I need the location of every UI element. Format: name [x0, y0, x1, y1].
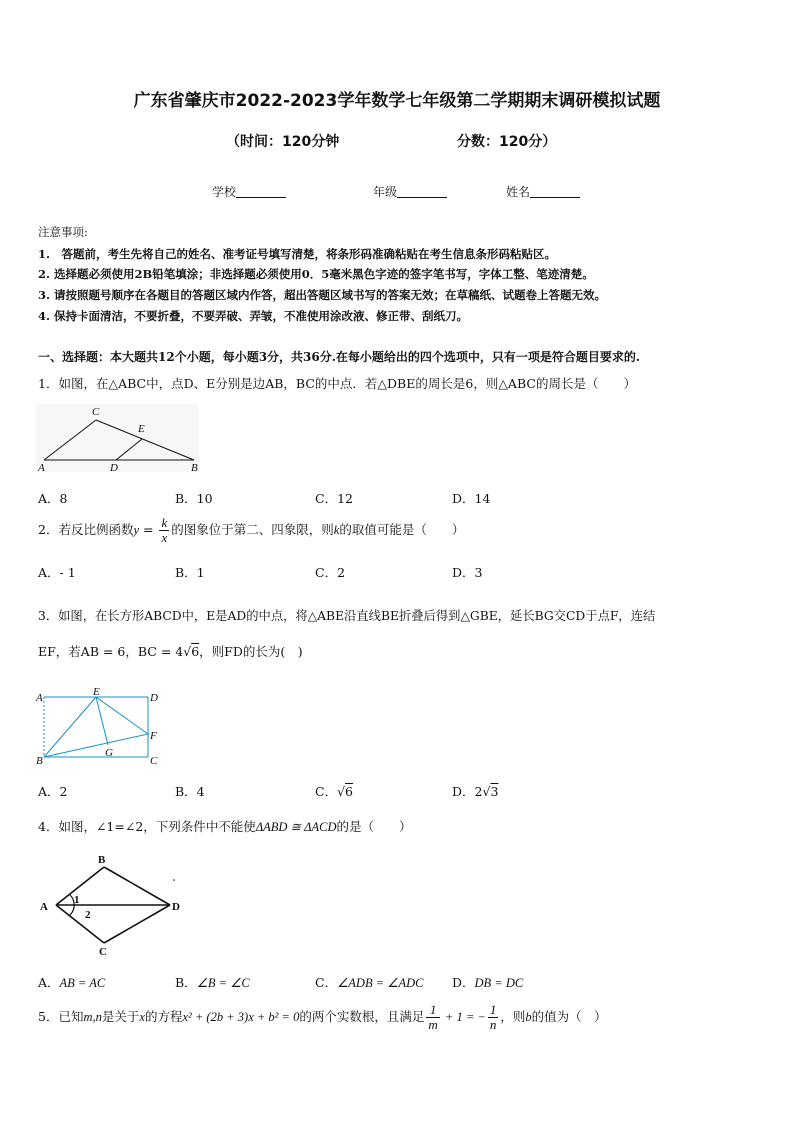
q3-option-c-radical: √ — [337, 784, 346, 799]
q4-option-d-value: DB = DC — [474, 976, 524, 990]
school-blank — [236, 185, 286, 198]
q5-b: 的方程 — [144, 1009, 183, 1024]
q5-c: 的两个实数根，且满足 — [299, 1009, 425, 1024]
page-title: 广东省肇庆市2022-2023学年数学七年级第二学期期末调研模拟试题 — [133, 91, 661, 111]
question-1-figure — [34, 402, 200, 474]
q4-option-d[interactable] — [452, 973, 523, 991]
question-3-figure — [34, 688, 164, 768]
q4-option-d-key: D． — [452, 975, 475, 990]
exam-score: 分数：120分） — [457, 134, 557, 150]
q4-option-b-key: B． — [175, 975, 197, 990]
q4-label-a: A — [40, 901, 48, 913]
q1-option-d[interactable]: D．14 — [452, 491, 491, 506]
q5-mid: + 1 = − — [441, 1010, 486, 1024]
name-field — [506, 183, 580, 200]
q3-label-a: A — [36, 692, 43, 704]
q1-label-a: A — [38, 462, 45, 474]
question-3-line-2 — [38, 642, 303, 660]
q4-label-d: D — [172, 901, 180, 913]
question-4-figure — [34, 850, 194, 958]
q3-option-b[interactable]: B．4 — [175, 784, 205, 799]
q3-label-g: G — [105, 747, 113, 759]
q4-label-b: B — [98, 854, 106, 866]
q4-option-a[interactable] — [38, 973, 105, 991]
q4-label-c: C — [99, 946, 107, 958]
q3-option-c-radicand: 6 — [345, 784, 353, 799]
question-5-text — [38, 1003, 607, 1032]
q5-mn: m,n — [83, 1010, 102, 1024]
q1-option-a[interactable]: A．8 — [38, 491, 68, 506]
q2-pre: 2．若反比例函数 — [38, 522, 134, 537]
q3-option-c-label: C． — [315, 784, 338, 799]
q4-option-a-key: A． — [38, 975, 60, 990]
q1-label-e: E — [138, 423, 145, 435]
q2-mid: 的图象位于第二、四象限，则 — [171, 522, 334, 537]
q3-radical-sign: √ — [183, 644, 192, 659]
q4-option-b-value: ∠B = ∠C — [196, 976, 250, 990]
note-item-1: 1. 答题前，考生先将自己的姓名、准考证号填写清楚，将条形码准确粘贴在考生信息条形码粘贴区。 — [38, 247, 556, 261]
notes-heading: 注意事项: — [38, 225, 88, 239]
section-heading: 一、选择题：本大题共12个小题，每小题3分，共36分.在每小题给出的四个选项中，只有一项是符合题目要求的. — [38, 350, 641, 364]
q5-b-var: b — [525, 1010, 532, 1024]
q5-frac2-den: n — [489, 1017, 497, 1032]
q3-option-d-label: D．2 — [452, 784, 483, 799]
q4-post: 的是（ ） — [336, 819, 412, 834]
q2-option-b[interactable]: B．1 — [175, 565, 205, 580]
q4-math: ΔABD ≅ ΔACD — [255, 820, 337, 834]
q5-e: 的值为（ ） — [531, 1009, 607, 1024]
q5-a: 是关于 — [101, 1009, 140, 1024]
q3-option-d-radical: √ — [482, 784, 491, 799]
q5-pre: 5．已知 — [38, 1009, 84, 1024]
q2-option-d[interactable]: D．3 — [452, 565, 483, 580]
q5-fraction-1 — [426, 1003, 439, 1032]
q4-option-c[interactable] — [315, 973, 423, 991]
q2-option-c[interactable]: C．2 — [315, 565, 346, 580]
q3-line2-end: ，则FD的长为( ) — [199, 644, 303, 659]
question-2-text — [38, 516, 464, 545]
q1-label-d: D — [110, 462, 118, 474]
name-label: 姓名 — [506, 185, 531, 199]
q4-option-c-key: C． — [315, 975, 338, 990]
q5-frac1-den: m — [428, 1017, 438, 1032]
q2-frac-num: k — [161, 515, 168, 530]
q2-option-a[interactable]: A．- 1 — [38, 565, 76, 580]
q4-option-c-value: ∠ADB = ∠ADC — [337, 976, 424, 990]
q2-eq: = — [139, 522, 158, 537]
q4-option-b[interactable] — [175, 973, 250, 991]
q3-option-c[interactable] — [315, 782, 353, 800]
q3-label-b: B — [36, 755, 43, 767]
q5-equation: x² + (2b + 3)x + b² = 0 — [182, 1010, 300, 1024]
q5-frac2-num: 1 — [489, 1002, 497, 1017]
q5-frac1-num: 1 — [426, 1003, 439, 1018]
grade-blank — [397, 185, 447, 198]
q1-label-c: C — [92, 406, 100, 418]
school-label: 学校 — [212, 185, 237, 199]
question-1-text: 1．如图，在△ABC中，点D、E分别是边AB，BC的中点．若△DBE的周长是6，则△ABC的周长是（ ） — [38, 376, 636, 391]
q3-radicand: 6 — [191, 644, 200, 659]
q3-option-d-radicand: 3 — [490, 784, 499, 799]
q5-d: ，则 — [500, 1009, 526, 1024]
q1-option-b[interactable]: B．10 — [175, 491, 213, 506]
note-item-2: 2. 选择题必须使用2B铅笔填涂；非选择题必须使用0．5毫米黑色字迹的签字笔书写，字体工整、笔迹清楚。 — [38, 267, 594, 281]
name-blank — [530, 185, 580, 198]
q3-label-c: C — [150, 755, 158, 767]
q4-pre: 4．如图，∠1=∠2，下列条件中不能使 — [38, 819, 256, 834]
q3-label-e: E — [93, 688, 100, 698]
q1-option-c[interactable]: C．12 — [315, 491, 353, 506]
q2-fraction — [159, 516, 169, 545]
question-3-line-1: 3．如图，在长方形ABCD中，E是AD的中点，将△ABE沿直线BE折叠后得到△GBE，延长BG交CD于点F，连结 — [38, 609, 656, 623]
school-field — [212, 183, 286, 200]
q4-angle-1: 1 — [74, 894, 80, 906]
q3-label-d: D — [150, 692, 158, 704]
q3-option-a[interactable]: A．2 — [38, 784, 68, 799]
q2-k: k — [333, 523, 340, 537]
q3-line2-start: EF，若AB = 6，BC = 4 — [38, 644, 184, 659]
q2-y: y — [133, 523, 140, 537]
q2-post: 的取值可能是（ ） — [339, 522, 465, 537]
q1-label-b: B — [191, 462, 198, 474]
grade-field — [373, 183, 447, 200]
q4-angle-2: 2 — [85, 909, 91, 921]
q3-option-d[interactable] — [452, 782, 498, 800]
q3-label-f: F — [150, 730, 157, 742]
question-4-text — [38, 817, 412, 835]
q4-option-a-value: AB = AC — [59, 976, 106, 990]
note-item-4: 4. 保持卡面清洁，不要折叠，不要弄破、弄皱，不准使用涂改液、修正带、刮纸刀。 — [38, 309, 469, 323]
exam-time: （时间：120分钟 — [226, 134, 340, 150]
grade-label: 年级 — [373, 185, 398, 199]
q5-x: x — [139, 1010, 145, 1024]
q2-frac-den: x — [161, 530, 168, 545]
q5-fraction-2 — [488, 1003, 499, 1032]
note-item-3: 3. 请按照题号顺序在各题目的答题区域内作答，超出答题区域书写的答案无效；在草稿纸、试题卷上答题无效。 — [38, 288, 607, 302]
